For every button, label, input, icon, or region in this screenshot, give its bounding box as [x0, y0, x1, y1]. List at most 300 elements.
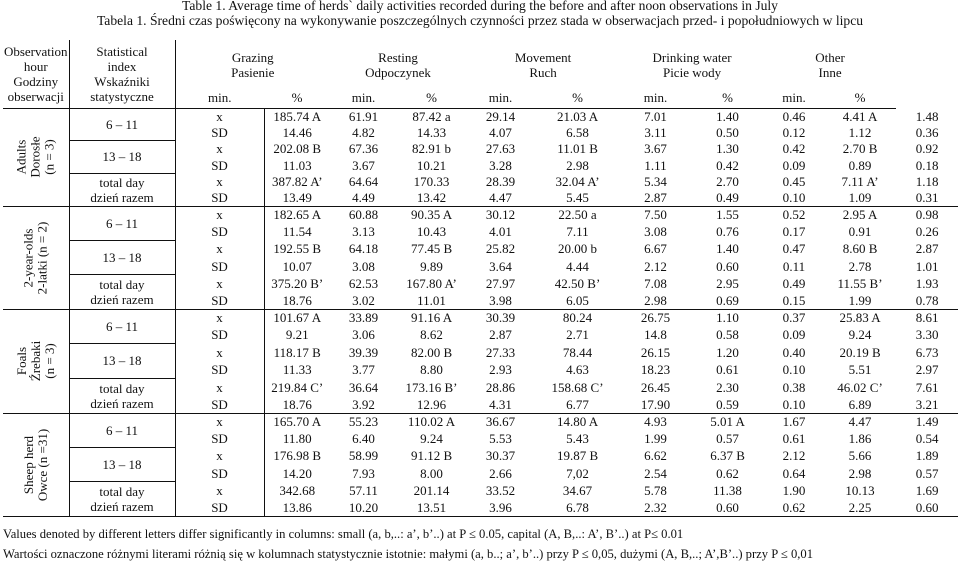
value-cell: 32.04 A’ — [555, 174, 600, 189]
value-cell: 0.57 — [716, 431, 739, 446]
value-cell: 13.42 — [397, 190, 466, 206]
header-unit: min. — [175, 88, 264, 108]
footnote-pl: Wartości oznaczone różnymi literami różnią się w kolumnach statystycznie istotnie: małymi (a, b..; a’, b’..) przy P ≤ 0,05, dużymi (A, B,..; A’,B’..) przy P ≤ 0,01 — [3, 547, 813, 561]
value-cell: 18.76 — [264, 292, 330, 309]
value-cell: 3.11 — [644, 124, 667, 140]
value-cell: 6.67 — [644, 241, 667, 257]
header-unit: % — [824, 88, 896, 108]
value-cell: 4.01 — [489, 224, 512, 239]
value-cell: 91.16 A — [410, 310, 453, 326]
value-cell: 4.47 — [466, 190, 535, 206]
value-cell: 20.19 B — [839, 344, 881, 360]
footnote-en: Values denoted by different letters differ significantly in columns: small (a, b,..: a’, b’..) at P ≤ 0.05, capital (A, B,..: A’, B’..) at P≤ 0.01 — [3, 527, 684, 541]
observation-hour-line: 13 – 18 — [102, 353, 142, 368]
observation-hour — [69, 275, 175, 310]
value-cell: 6.89 — [824, 396, 896, 413]
value-cell: 55.23 — [348, 414, 379, 430]
stat-index-cell: x — [175, 108, 264, 124]
value-cell: 0.17 — [782, 224, 806, 239]
value-cell: 0.61 — [716, 362, 739, 377]
value-cell: 21.03 A — [556, 108, 599, 124]
value-cell: 0.36 — [915, 124, 939, 140]
value-cell: 6.62 — [644, 448, 667, 464]
value-cell: 0.49 — [691, 190, 764, 206]
value-cell: 1.11 — [644, 157, 667, 173]
observation-hour — [69, 108, 175, 140]
stat-index-cell: x — [175, 206, 264, 223]
observation-hour-line: total day — [99, 380, 145, 396]
header-activity-line: Ruch — [529, 65, 557, 80]
table-row — [3, 447, 958, 465]
value-cell: 10.43 — [416, 224, 447, 239]
value-cell: 6.73 — [915, 344, 939, 360]
value-cell: 0.78 — [896, 292, 958, 309]
value-cell: 182.65 A — [273, 207, 322, 223]
value-cell: 2.97 — [915, 362, 939, 377]
value-cell: 1.18 — [915, 174, 939, 189]
value-cell: 0.92 — [915, 141, 939, 156]
observation-hour — [69, 173, 175, 206]
value-cell: 8.62 — [420, 327, 443, 342]
table-row — [3, 378, 958, 396]
value-cell: 6.78 — [535, 499, 620, 516]
group-label-text — [15, 341, 57, 381]
group-label-line: Foals — [13, 346, 29, 376]
value-cell: 61.91 — [348, 108, 379, 124]
value-cell: 57.11 — [349, 482, 378, 498]
value-cell: 5.01 A — [710, 414, 745, 430]
value-cell: 19.87 B — [556, 448, 599, 464]
stat-index-cell: SD — [175, 223, 264, 240]
value-cell: 13.86 — [264, 499, 330, 516]
value-cell: 0.42 — [782, 141, 806, 156]
observation-hour — [69, 140, 175, 173]
header-stat-line: statystyczne — [90, 88, 154, 104]
value-cell: 0.50 — [716, 124, 739, 140]
stat-index-cell: x — [175, 275, 264, 293]
value-cell: 1.10 — [716, 310, 739, 326]
observation-hour — [69, 482, 175, 517]
activity-table — [3, 40, 958, 517]
group-label — [3, 413, 69, 516]
value-cell: 2.12 — [644, 258, 667, 274]
observation-hour-line: 13 – 18 — [102, 249, 142, 265]
stat-index-cell: SD — [175, 190, 264, 206]
value-cell: 4.49 — [330, 190, 397, 206]
value-cell: 0.15 — [764, 292, 824, 309]
header-activity — [620, 40, 764, 88]
value-cell: 82.00 B — [410, 344, 453, 360]
value-cell: 58.99 — [348, 448, 379, 464]
value-cell: 185.74 A — [273, 108, 322, 124]
value-cell: 5.51 — [848, 362, 872, 377]
header-unit: min. — [764, 88, 824, 108]
value-cell: 14.33 — [416, 124, 447, 140]
value-cell: 11.38 — [713, 482, 742, 498]
value-cell: 27.33 — [485, 344, 516, 360]
table-title-pl: Tabela 1. Średni czas poświęcony na wykonywanie poszczególnych czynności przez stada w obserwacjach przed- i popołudniowych w lipcu — [96, 13, 864, 28]
header-stat-line: Statistical — [96, 43, 148, 59]
value-cell: 11.54 — [282, 224, 312, 239]
value-cell: 3.28 — [489, 157, 512, 173]
value-cell: 67.36 — [348, 141, 379, 156]
value-cell: 26.15 — [640, 344, 671, 360]
value-cell: 27.63 — [485, 141, 516, 156]
value-cell: 90.35 A — [410, 207, 453, 223]
header-unit: min. — [620, 88, 691, 108]
observation-hour-line: dzień razem — [90, 395, 154, 411]
value-cell: 6.40 — [352, 431, 375, 446]
value-cell: 8.00 — [420, 465, 443, 481]
value-cell: 12.96 — [397, 396, 466, 413]
value-cell: 0.61 — [782, 431, 806, 446]
group-label — [3, 309, 69, 413]
group-label-line: 2-year-olds — [20, 228, 36, 287]
value-cell: 0.45 — [782, 174, 806, 189]
header-stat-line: index — [107, 58, 137, 74]
value-cell: 60.88 — [348, 207, 379, 223]
value-cell: 0.18 — [915, 157, 939, 173]
value-cell: 2.98 — [848, 465, 872, 481]
header-activity — [466, 40, 620, 88]
value-cell: 7.93 — [352, 465, 375, 481]
value-cell: 30.12 — [485, 207, 516, 223]
value-cell: 342.68 — [279, 482, 316, 498]
value-cell: 25.83 A — [839, 310, 881, 326]
value-cell: 0.98 — [915, 207, 939, 223]
header-activity-line: Drinking water — [652, 50, 732, 65]
value-cell: 7.61 — [915, 379, 939, 395]
table-row — [3, 108, 958, 124]
header-activity — [175, 40, 330, 88]
value-cell: 3.98 — [466, 292, 535, 309]
value-cell: 4.82 — [352, 124, 375, 140]
table-row — [3, 240, 958, 258]
stat-index-cell: SD — [175, 157, 264, 173]
group-label-text — [22, 221, 50, 294]
stat-index-cell: SD — [175, 258, 264, 275]
value-cell: 1.40 — [716, 108, 739, 124]
value-cell: 34.67 — [562, 482, 593, 498]
stat-index-cell: x — [175, 240, 264, 258]
value-cell: 0.64 — [782, 465, 806, 481]
value-cell: 11.01 B — [557, 141, 598, 156]
group-label-line: (n = 3) — [41, 139, 57, 175]
value-cell: 0.40 — [782, 344, 806, 360]
value-cell: 0.58 — [716, 327, 739, 342]
table-row — [3, 309, 958, 326]
stat-index-cell: x — [175, 378, 264, 396]
value-cell: 2.95 — [716, 275, 739, 291]
value-cell: 0.46 — [782, 108, 806, 124]
header-activity — [764, 40, 896, 88]
value-cell: 0.52 — [782, 207, 806, 223]
value-cell: 202.08 B — [273, 141, 322, 156]
value-cell: 0.57 — [915, 465, 939, 481]
table-row — [3, 482, 958, 500]
observation-hour — [69, 447, 175, 482]
value-cell: 158.68 C’ — [551, 379, 604, 395]
value-cell: 10.07 — [282, 258, 312, 274]
value-cell: 26.75 — [640, 310, 671, 326]
value-cell: 11.03 — [282, 157, 312, 173]
value-cell: 2.71 — [566, 327, 589, 342]
stat-index-cell: x — [175, 413, 264, 430]
value-cell: 2.98 — [566, 157, 589, 173]
table-row — [3, 173, 958, 190]
value-cell: 30.39 — [485, 310, 516, 326]
header-activity — [330, 40, 466, 88]
value-cell: 0.38 — [782, 379, 806, 395]
header-activity-line: Movement — [514, 50, 572, 65]
group-label-line: (n = 3) — [41, 343, 57, 379]
stat-index-cell: SD — [175, 499, 264, 516]
header-obs-line: Observation — [3, 43, 68, 59]
value-cell: 10.21 — [416, 157, 447, 173]
value-cell: 14.8 — [644, 327, 667, 342]
value-cell: 4.41 A — [842, 108, 878, 124]
value-cell: 0.11 — [782, 258, 806, 274]
value-cell: 2.87 — [489, 327, 512, 342]
value-cell: 1.99 — [824, 292, 896, 309]
value-cell: 0.09 — [782, 327, 806, 342]
value-cell: 87.42 a — [412, 108, 451, 124]
value-cell: 6.58 — [566, 124, 589, 140]
stat-index-cell: x — [175, 140, 264, 157]
value-cell: 0.26 — [915, 224, 939, 239]
value-cell: 170.33 — [413, 174, 450, 189]
value-cell: 375.20 B’ — [271, 275, 324, 291]
value-cell: 167.80 A’ — [406, 275, 457, 291]
value-cell: 6.37 B — [710, 448, 745, 464]
header-observation-hour — [3, 40, 69, 108]
observation-hour — [69, 206, 175, 240]
value-cell: 33.89 — [348, 310, 379, 326]
observation-hour-line: 6 – 11 — [105, 318, 139, 334]
value-cell: 3.92 — [330, 396, 397, 413]
value-cell: 0.60 — [896, 499, 958, 516]
value-cell: 3.13 — [352, 224, 375, 239]
value-cell: 0.10 — [764, 190, 824, 206]
group-label-wrap — [3, 207, 69, 309]
value-cell: 2.87 — [915, 241, 939, 257]
value-cell: 9.21 — [285, 327, 309, 342]
value-cell: 3.96 — [466, 499, 535, 516]
value-cell: 0.60 — [691, 499, 764, 516]
value-cell: 176.98 B — [273, 448, 322, 464]
header-activity-line: Grazing — [231, 50, 274, 65]
observation-hour-line: 6 – 11 — [105, 422, 139, 438]
value-cell: 0.59 — [691, 396, 764, 413]
stat-index-cell: SD — [175, 361, 264, 378]
value-cell: 5.78 — [644, 482, 667, 498]
group-label-line: Owce (n =31) — [34, 428, 50, 501]
observation-hour — [69, 240, 175, 275]
value-cell: 2.12 — [782, 448, 806, 464]
value-cell: 1.48 — [915, 108, 939, 124]
value-cell: 0.31 — [896, 190, 958, 206]
table-row — [3, 140, 958, 157]
value-cell: 0.76 — [716, 224, 739, 239]
observation-hour-line: dzień razem — [90, 291, 154, 307]
value-cell: 192.55 B — [273, 241, 322, 257]
value-cell: 0.62 — [764, 499, 824, 516]
observation-hour-line: 13 – 18 — [102, 149, 142, 164]
value-cell: 7.11 — [566, 224, 589, 239]
header-unit: min. — [466, 88, 535, 108]
value-cell: 0.10 — [764, 396, 824, 413]
value-cell: 80.24 — [562, 310, 593, 326]
value-cell: 201.14 — [413, 482, 450, 498]
value-cell: 14.80 A — [556, 414, 599, 430]
header-unit: % — [264, 88, 330, 108]
value-cell: 78.44 — [562, 344, 593, 360]
header-obs-line: hour — [23, 58, 48, 74]
group-label-line: Źrebaki — [27, 340, 43, 382]
table-row — [3, 413, 958, 430]
value-cell: 7.11 A’ — [841, 174, 879, 189]
header-obs-line: Godziny — [13, 73, 59, 89]
header-activity-line: Picie wody — [662, 65, 722, 80]
value-cell: 2.95 A — [842, 207, 878, 223]
value-cell: 36.64 — [348, 379, 379, 395]
observation-hour — [69, 413, 175, 447]
header-unit: min. — [330, 88, 397, 108]
header-activity-line: Pasienie — [231, 65, 275, 80]
stat-index-cell: SD — [175, 124, 264, 140]
value-cell: 7,02 — [566, 465, 589, 481]
table-title-en: Table 1. Average time of herds` daily activities recorded during the before and after noon observations in July — [182, 0, 778, 13]
value-cell: 64.18 — [348, 241, 379, 257]
value-cell: 3.67 — [644, 141, 667, 156]
observation-hour-line: dzień razem — [90, 498, 154, 514]
value-cell: 2.93 — [489, 362, 512, 377]
value-cell: 118.17 B — [273, 344, 321, 360]
observation-hour — [69, 378, 175, 413]
value-cell: 1.93 — [915, 275, 939, 291]
value-cell: 165.70 A — [273, 414, 322, 430]
value-cell: 2.70 B — [842, 141, 878, 156]
value-cell: 26.45 — [640, 379, 671, 395]
value-cell: 8.80 — [420, 362, 443, 377]
group-label — [3, 108, 69, 206]
value-cell: 4.63 — [566, 362, 589, 377]
observation-hour-line: dzień razem — [90, 189, 154, 205]
value-cell: 3.64 — [489, 258, 512, 274]
value-cell: 1.09 — [824, 190, 896, 206]
value-cell: 1.99 — [644, 431, 667, 446]
value-cell: 2.30 — [716, 379, 739, 395]
group-label-line: Adults — [13, 139, 29, 175]
observation-hour-line: 13 – 18 — [102, 456, 142, 472]
value-cell: 173.16 B’ — [405, 379, 458, 395]
header-activity-line: Inne — [818, 65, 842, 80]
table-row — [3, 343, 958, 361]
value-cell: 2.98 — [620, 292, 691, 309]
stat-index-cell: x — [175, 343, 264, 361]
value-cell: 39.39 — [348, 344, 379, 360]
value-cell: 2.70 — [716, 174, 739, 189]
value-cell: 2.78 — [848, 258, 872, 274]
value-cell: 1.55 — [716, 207, 739, 223]
header-activity-line: Odpoczynek — [365, 65, 431, 80]
header-activity-line: Resting — [378, 50, 418, 65]
value-cell: 2.25 — [824, 499, 896, 516]
observation-hour-line: 6 – 11 — [105, 215, 139, 231]
value-cell: 1.01 — [915, 258, 939, 274]
header-activity-line: Other — [815, 50, 845, 65]
header-unit: % — [535, 88, 620, 108]
value-cell: 0.62 — [716, 465, 739, 481]
value-cell: 3.30 — [915, 327, 939, 342]
observation-hour-line: 6 – 11 — [105, 116, 139, 132]
value-cell: 28.39 — [485, 174, 516, 189]
group-label-line: Sheep herd — [20, 435, 36, 494]
value-cell: 42.50 B’ — [554, 275, 601, 291]
value-cell: 7.50 — [644, 207, 667, 223]
value-cell: 17.90 — [620, 396, 691, 413]
value-cell: 2.32 — [620, 499, 691, 516]
stat-index-cell: x — [175, 309, 264, 326]
value-cell: 5.45 — [535, 190, 620, 206]
group-label-line: 2-latki (n = 2) — [34, 221, 50, 294]
value-cell: 0.10 — [782, 362, 806, 377]
table-row — [3, 275, 958, 293]
group-label-wrap — [3, 414, 69, 516]
value-cell: 13.49 — [264, 190, 330, 206]
value-cell: 4.47 — [848, 414, 872, 430]
value-cell: 0.47 — [782, 241, 806, 257]
value-cell: 14.46 — [282, 124, 312, 140]
group-label-text — [22, 428, 50, 500]
value-cell: 1.49 — [915, 414, 939, 430]
value-cell: 20.00 b — [558, 241, 598, 257]
value-cell: 46.02 C’ — [837, 379, 883, 395]
value-cell: 3.08 — [644, 224, 667, 239]
value-cell: 11.80 — [282, 431, 312, 446]
value-cell: 82.91 b — [412, 141, 452, 156]
header-unit: % — [691, 88, 764, 108]
header-statistical-index — [69, 40, 175, 108]
value-cell: 1.20 — [716, 344, 739, 360]
value-cell: 387.82 A’ — [271, 174, 323, 189]
observation-hour-line: total day — [99, 276, 145, 292]
value-cell: 27.97 — [485, 275, 516, 291]
value-cell: 5.43 — [566, 431, 589, 446]
value-cell: 2.66 — [489, 465, 512, 481]
value-cell: 0.37 — [782, 310, 806, 326]
group-label-wrap — [3, 109, 69, 206]
stat-index-cell: SD — [175, 430, 264, 447]
stat-index-cell: SD — [175, 396, 264, 413]
value-cell: 77.45 B — [410, 241, 453, 257]
value-cell: 28.86 — [485, 379, 516, 395]
value-cell: 5.34 — [644, 174, 667, 189]
value-cell: 5.66 — [848, 448, 872, 464]
group-label — [3, 206, 69, 309]
group-label-wrap — [3, 310, 69, 413]
value-cell: 9.24 — [848, 327, 872, 342]
value-cell: 0.60 — [716, 258, 739, 274]
value-cell: 1.86 — [848, 431, 872, 446]
value-cell: 8.60 B — [842, 241, 878, 257]
value-cell: 1.67 — [782, 414, 806, 430]
value-cell: 25.82 — [485, 241, 516, 257]
stat-index-cell: x — [175, 482, 264, 500]
value-cell: 4.93 — [644, 414, 667, 430]
value-cell: 10.13 — [845, 482, 875, 498]
value-cell: 0.42 — [716, 157, 739, 173]
